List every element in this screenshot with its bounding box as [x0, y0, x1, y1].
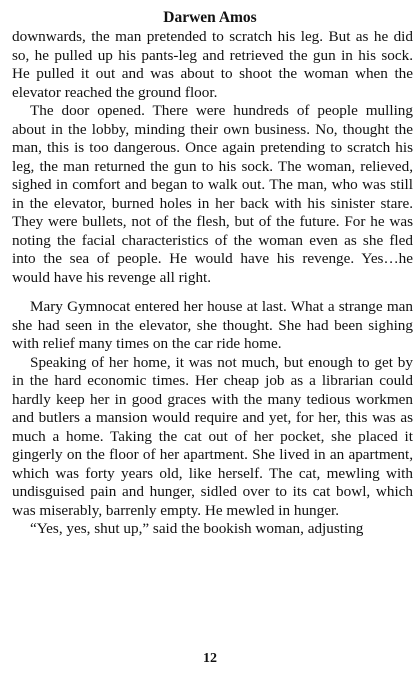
text-section-1 [12, 28, 413, 287]
paragraph: downwards, the man pretended to scratch his leg. But as he did so, he pulled up his pants-leg and retrieved the gun in his sock. He pulled it out and was about to shoot the woman when the elevator reached the ground floor. [12, 28, 413, 101]
page-number: 12 [203, 651, 217, 666]
running-header: Darwen Amos [163, 9, 257, 26]
paragraph: Mary Gymnocat entered her house at last. What a strange man she had seen in the elevator, she thought. She had been sighing with relief many times on the car ride home. [12, 298, 413, 352]
paragraph: Speaking of her home, it was not much, but enough to get by in the hard economic times. Her cheap job as a librarian could hardly keep her in good graces with the many tedious workmen and butlers a mansion would require and yet, for her, this was as much a home. Taking the cat out of her pocket, she placed it gingerly on the floor of her apartment. She lived in an apartment, which was forty years old, like herself. The cat, mewling with undisguised pain and hunger, sidled over to its cat bowl, which was miserably, barrenly empty. He mewled in hunger. [12, 353, 413, 519]
paragraph: “Yes, yes, shut up,” said the bookish woman, adjusting [30, 520, 364, 537]
text-section-2 [12, 298, 413, 539]
paragraph: The door opened. There were hundreds of people mulling about in the lobby, minding their own business. No, thought the man, this is too dangerous. Once again pretending to scratch his leg, the man returned the gun to his sock. The woman, relieved, sighed in comfort and began to walk out. The man, who was still in the elevator, burned holes in her back with his sinister stare. They were bullets, not of the flesh, but of the future. For he was noting the facial characteristics of the woman even as she fled into the sea of people. He would have his revenge. Yes…he would have his revenge all right. [12, 102, 413, 286]
